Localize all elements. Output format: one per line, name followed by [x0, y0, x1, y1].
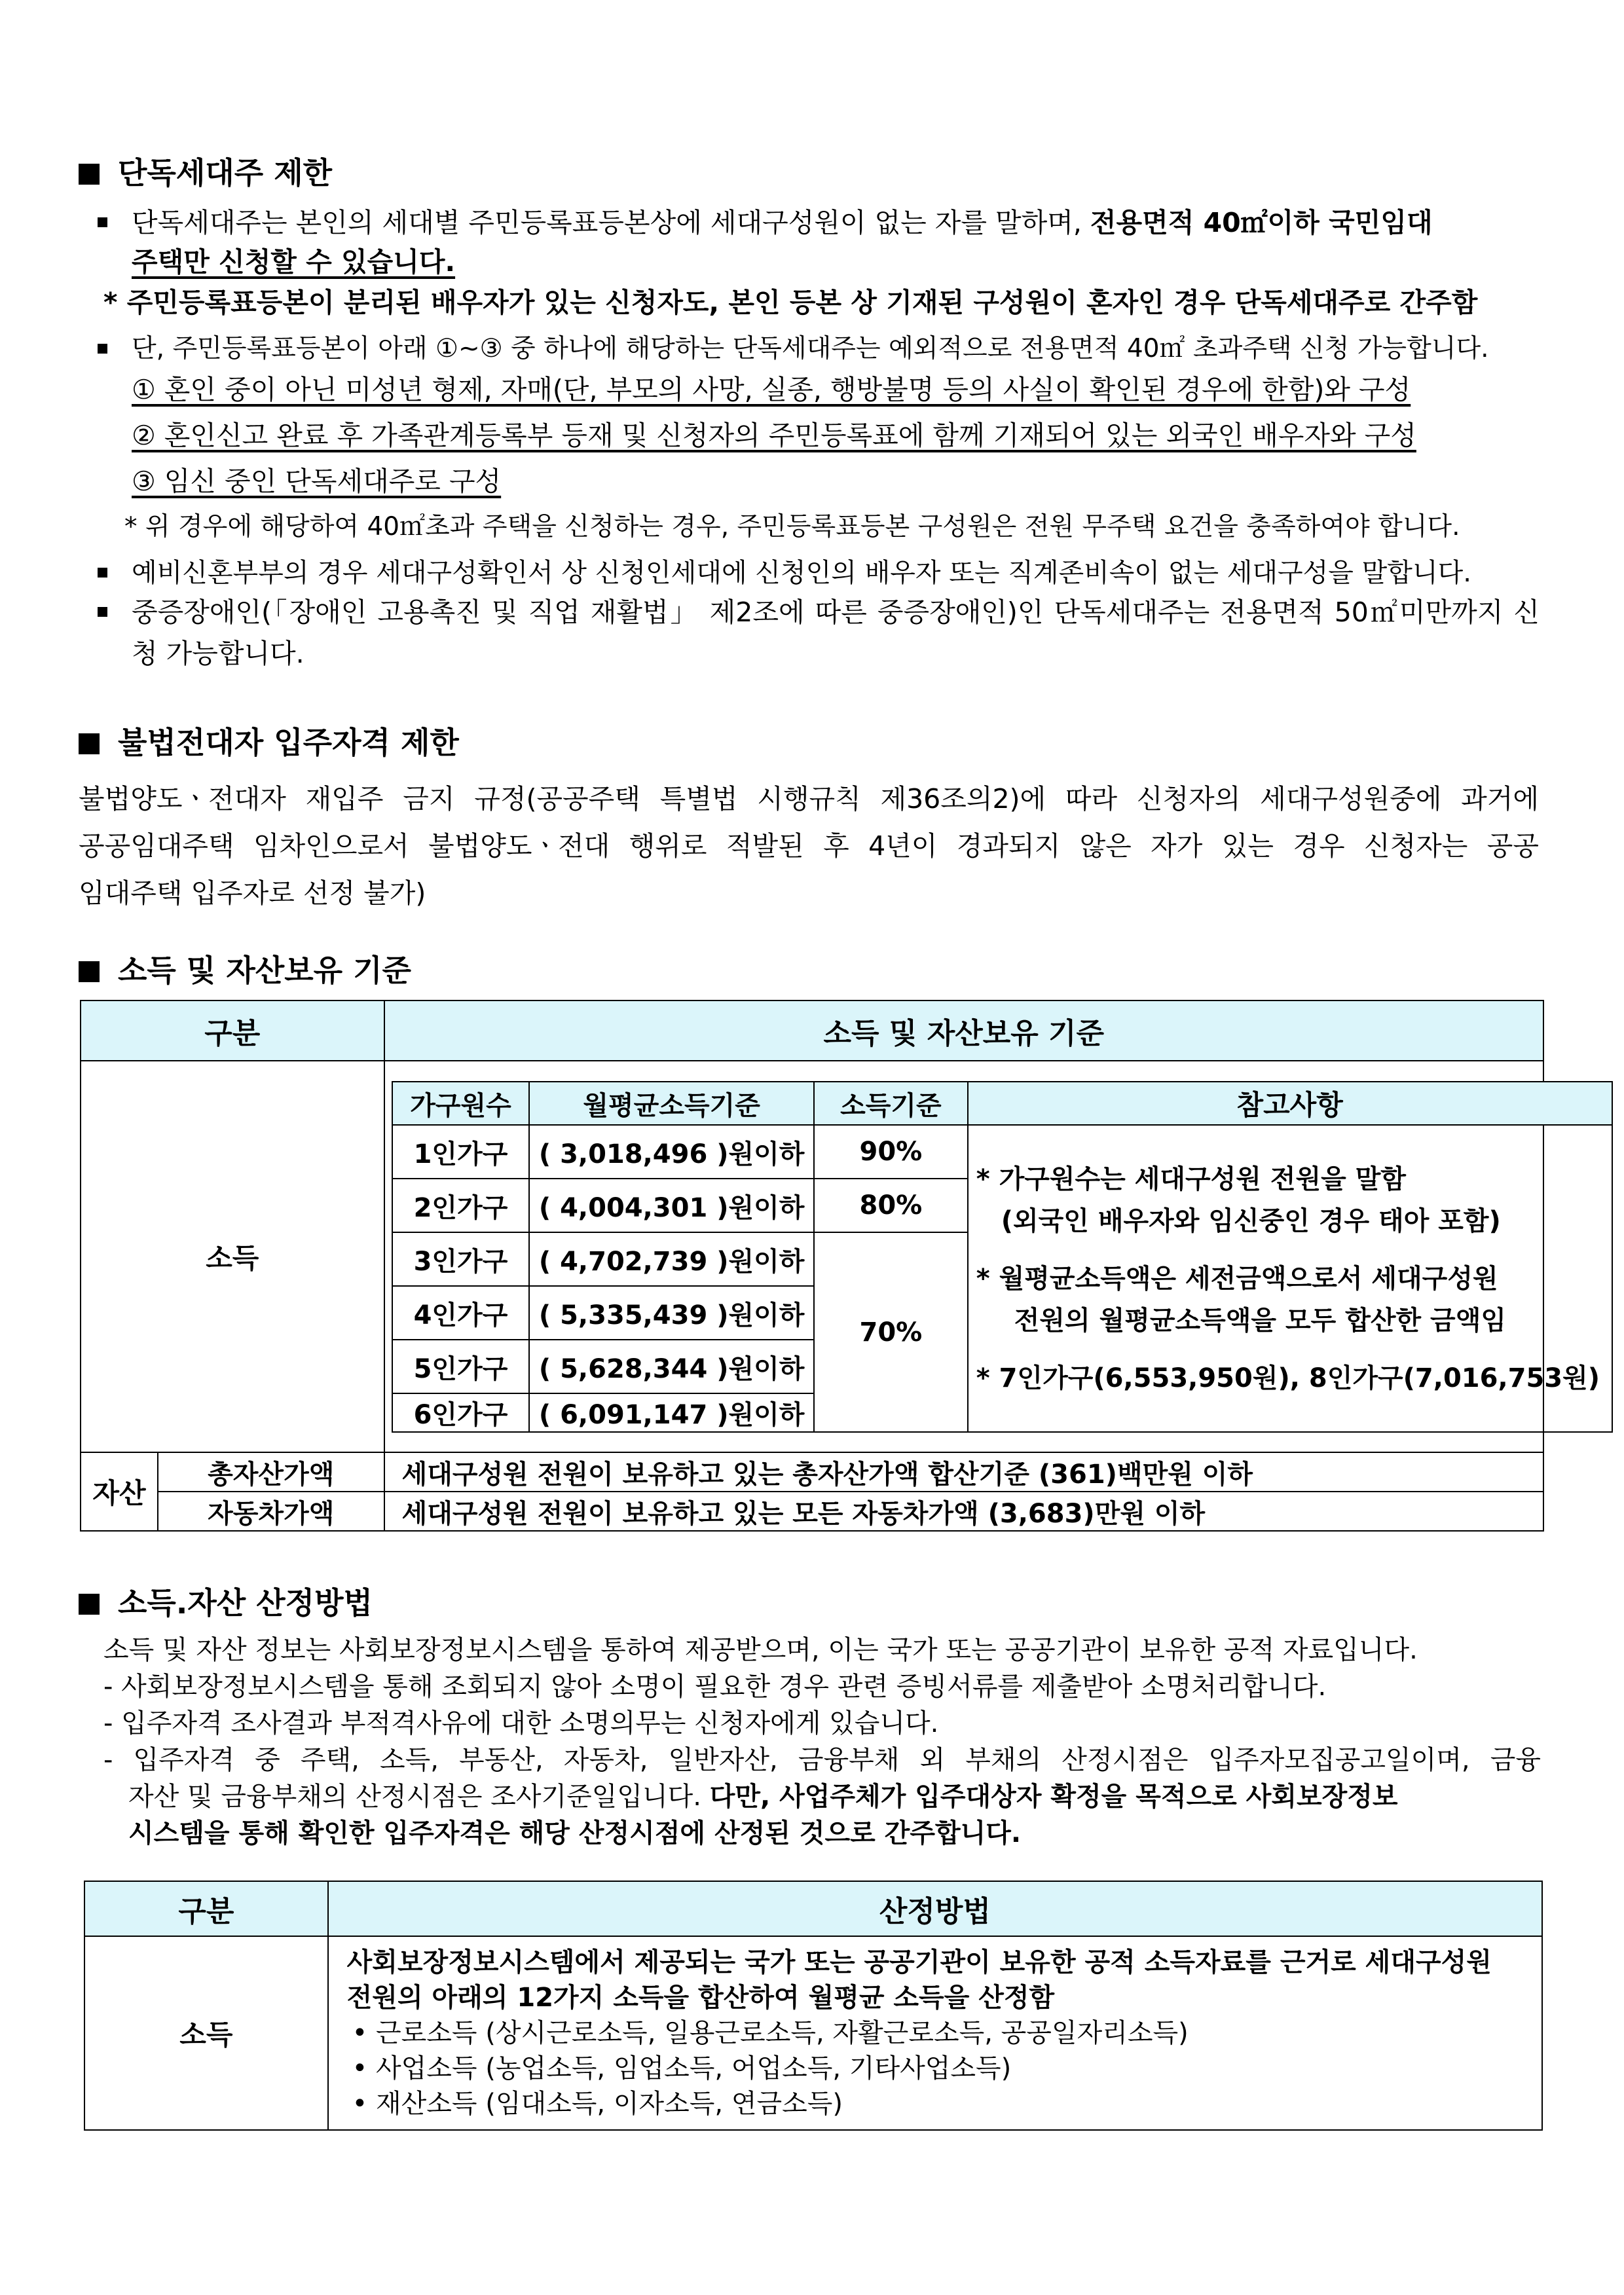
- household-size: 4인가구: [392, 1286, 530, 1340]
- paragraph-line: - 입주자격 중 주택, 소득, 부동산, 자동차, 일반자산, 금융부채 외 부채의 산정시점은 입주자모집공고일이며, 금융: [103, 1745, 1541, 1775]
- row-label-assets: 자산: [81, 1452, 158, 1531]
- note-line: * 위 경우에 해당하여 40㎡초과 주택을 신청하는 경우, 주민등록표등본 구성원은 전원 무주택 요건을 충족하여야 합니다.: [124, 512, 1460, 542]
- inner-header: 가구원수: [392, 1082, 530, 1125]
- condition-line: ② 혼인신고 완료 후 가족관계등록부 등재 및 신청자의 주민등록표에 함께 기재되어 있는 외국인 배우자와 구성: [132, 420, 1416, 451]
- table-header: 구분: [81, 1001, 384, 1061]
- method-line: 사회보장정보시스템에서 제공되는 국가 또는 공공기관이 보유한 공적 소득자료를 근거로 세대구성원: [346, 1947, 1492, 1977]
- section-heading-income-assets: 소득 및 자산보유 기준: [79, 947, 411, 990]
- income-percent: 70%: [814, 1232, 968, 1432]
- income-threshold: ( 5,335,439 )원이하: [529, 1286, 814, 1340]
- note-line: * 7인가구(6,553,950원), 8인가구(7,016,753원): [976, 1363, 1600, 1393]
- paragraph-line: 임대주택 입주자로 선정 불가): [79, 877, 426, 909]
- condition-line: ③ 임신 중인 단독세대주로 구성: [132, 466, 502, 497]
- income-type-item: • 재산소득 (임대소득, 이자소득, 연금소득): [352, 2089, 843, 2119]
- method-line: 전원의 아래의 12가지 소득을 합산하여 월평균 소득을 산정함: [346, 1983, 1055, 2013]
- note-line: * 주민등록표등본이 분리된 배우자가 있는 신청자도, 본인 등본 상 기재된 구성원이 혼자인 경우 단독세대주로 간주함: [103, 287, 1478, 318]
- paragraph-line: 중증장애인(「장애인 고용촉진 및 직업 재활법」 제2조에 따른 중증장애인)인 단독세대주는 전용면적 50㎡미만까지 신: [132, 597, 1540, 628]
- income-threshold: ( 3,018,496 )원이하: [529, 1125, 814, 1179]
- row-label-income: 소득: [84, 1936, 328, 2130]
- income-threshold: ( 5,628,344 )원이하: [529, 1340, 814, 1393]
- table-header: 구분: [84, 1881, 328, 1936]
- square-bullet-icon: [79, 961, 100, 982]
- income-asset-table: [80, 1000, 1600, 1532]
- paragraph-line: 시스템을 통해 확인한 입주자격은 해당 산정시점에 산정된 것으로 간주합니다.: [128, 1818, 1022, 1848]
- income-percent: 80%: [814, 1179, 968, 1232]
- square-bullet-icon: [79, 164, 100, 185]
- paragraph-line: - 입주자격 조사결과 부적격사유에 대한 소명의무는 신청자에게 있습니다.: [103, 1708, 939, 1738]
- section-heading-calculation-method: 소득.자산 산정방법: [79, 1579, 373, 1623]
- asset-type: 자동차가액: [158, 1492, 384, 1531]
- bullet-icon: [98, 217, 107, 227]
- household-size: 1인가구: [392, 1125, 530, 1179]
- asset-criteria: 세대구성원 전원이 보유하고 있는 모든 자동차가액 (3,683)만원 이하: [384, 1492, 1543, 1531]
- paragraph-line: 불법양도ㆍ전대자 재입주 금지 규정(공공주택 특별법 시행규칙 제36조의2)에 따라 신청자의 세대구성원중에 과거에: [79, 783, 1539, 815]
- household-size: 6인가구: [392, 1393, 530, 1432]
- condition-line: ① 혼인 중이 아닌 미성년 형제, 자매(단, 부모의 사망, 실종, 행방불명 등의 사실이 확인된 경우에 한함)와 구성: [132, 374, 1411, 405]
- household-size: 5인가구: [392, 1340, 530, 1393]
- square-bullet-icon: [79, 733, 100, 754]
- income-threshold: ( 4,004,301 )원이하: [529, 1179, 814, 1232]
- income-percent: 90%: [814, 1125, 968, 1179]
- income-type-item: • 사업소득 (농업소득, 임업소득, 어업소득, 기타사업소득): [352, 2053, 1012, 2084]
- note-line: 전원의 월평균소득액을 모두 합산한 금액임: [1014, 1305, 1506, 1336]
- inner-header: 소득기준: [814, 1082, 968, 1125]
- inner-header: 월평균소득기준: [529, 1082, 814, 1125]
- paragraph-line: 소득 및 자산 정보는 사회보장정보시스템을 통하여 제공받으며, 이는 국가 또는 공공기관이 보유한 공적 자료입니다.: [103, 1635, 1418, 1665]
- household-size: 3인가구: [392, 1232, 530, 1286]
- reference-notes: [968, 1125, 1612, 1432]
- section-heading-single-household: 단독세대주 제한: [79, 149, 332, 193]
- note-line: (외국인 배우자와 임신중인 경우 태아 포함): [1001, 1205, 1501, 1236]
- method-description: [328, 1936, 1542, 2130]
- bullet-icon: [98, 344, 107, 354]
- income-threshold: ( 6,091,147 )원이하: [529, 1393, 814, 1432]
- note-line: * 가구원수는 세대구성원 전원을 말함: [976, 1164, 1406, 1194]
- income-type-item: • 근로소득 (상시근로소득, 일용근로소득, 자활근로소득, 공공일자리소득): [352, 2018, 1189, 2048]
- paragraph-line: 단독세대주는 본인의 세대별 주민등록표등본상에 세대구성원이 없는 자를 말하며, 전용면적 40㎡이하 국민임대: [132, 207, 1433, 238]
- paragraph-line: 주택만 신청할 수 있습니다.: [132, 246, 456, 278]
- section-heading-illegal-sublease: 불법전대자 입주자격 제한: [79, 719, 459, 762]
- paragraph-line: 청 가능합니다.: [132, 638, 304, 669]
- asset-type: 총자산가액: [158, 1452, 384, 1492]
- calculation-method-table: [84, 1881, 1543, 2131]
- row-label-income: 소득: [81, 1061, 384, 1452]
- square-bullet-icon: [79, 1594, 100, 1615]
- bullet-icon: [98, 568, 107, 578]
- inner-header: 참고사항: [968, 1082, 1612, 1125]
- paragraph-line: 공공임대주택 임차인으로서 불법양도ㆍ전대 행위로 적발된 후 4년이 경과되지 않은 자가 있는 경우 신청자는 공공: [79, 830, 1539, 862]
- note-line: * 월평균소득액은 세전금액으로서 세대구성원: [976, 1263, 1498, 1294]
- paragraph-line: 예비신혼부부의 경우 세대구성확인서 상 신청인세대에 신청인의 배우자 또는 직계존비속이 없는 세대구성을 말합니다.: [132, 558, 1471, 588]
- paragraph-line: 단, 주민등록표등본이 아래 ①~③ 중 하나에 해당하는 단독세대주는 예외적으로 전용면적 40㎡ 초과주택 신청 가능합니다.: [132, 334, 1489, 363]
- income-cell: [384, 1061, 1600, 1452]
- table-header: 산정방법: [328, 1881, 1542, 1936]
- bullet-icon: [98, 607, 107, 617]
- income-criteria-table: [392, 1081, 1613, 1433]
- household-size: 2인가구: [392, 1179, 530, 1232]
- paragraph-line: - 사회보장정보시스템을 통해 조회되지 않아 소명이 필요한 경우 관련 증빙서류를 제출받아 소명처리합니다.: [103, 1672, 1327, 1702]
- asset-criteria: 세대구성원 전원이 보유하고 있는 총자산가액 합산기준 (361)백만원 이하: [384, 1452, 1543, 1492]
- income-threshold: ( 4,702,739 )원이하: [529, 1232, 814, 1286]
- table-header: 소득 및 자산보유 기준: [384, 1001, 1543, 1061]
- paragraph-line: 자산 및 금융부채의 산정시점은 조사기준일입니다. 다만, 사업주체가 입주대상자 확정을 목적으로 사회보장정보: [128, 1782, 1398, 1812]
